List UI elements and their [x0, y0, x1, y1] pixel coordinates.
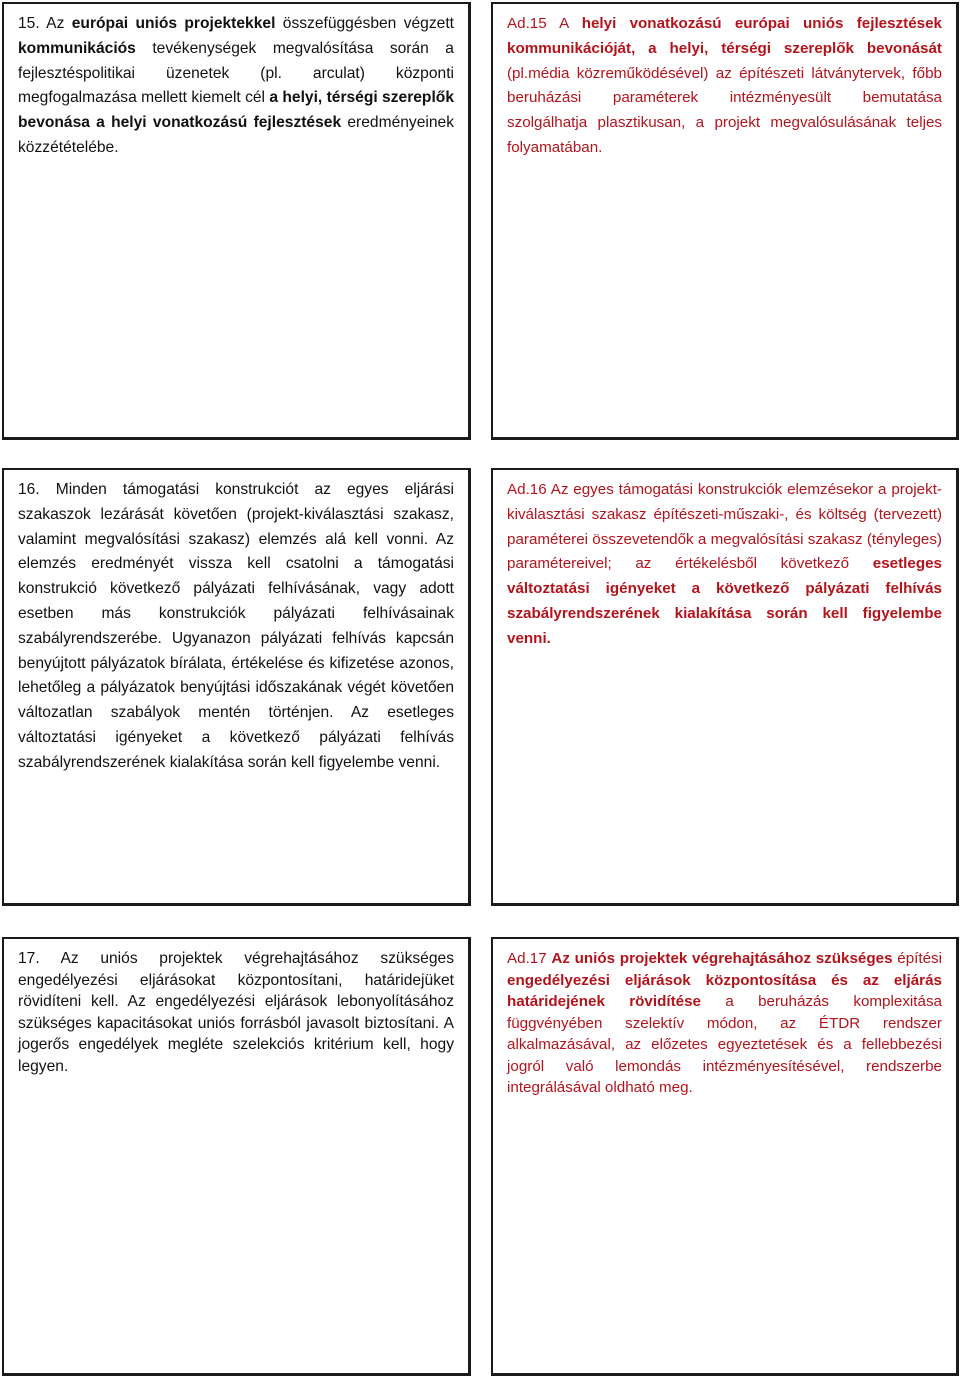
recommendation-16-box: [2, 468, 471, 906]
recommendation-15-box: [2, 2, 471, 440]
response-15-box: [491, 2, 959, 440]
recommendation-17-box: [2, 937, 471, 1376]
recommendation-17-text: 17. Az uniós projektek végrehajtásához szükséges engedélyezési eljárásokat központosítani, határidejüket rövidíteni kell. Az engedélyezési eljárások lebonyolításához szükséges kapacitásokat uniós forrásból javasolt biztosítani. A jogerős engedélyek megléte szelekciós kritérium kell, hogy legyen.: [18, 950, 454, 1075]
response-15-text: Ad.15 A helyi vonatkozású európai uniós fejlesztések kommunikációját, a helyi, térségi szereplők bevonását (pl.média közreműködésével) az építészeti látványtervek, főbb beruházási paraméterek intézményesült bemutatása szolgálhatja plasztikusan, a projekt megvalósulásának teljes folyamatában.: [507, 15, 942, 156]
response-16-box: [491, 468, 959, 906]
response-17-box: [491, 937, 959, 1376]
recommendation-15-text: 15. Az európai uniós projektekkel összefüggésben végzett kommunikációs tevékenységek megvalósítása során a fejlesztéspolitikai üzenetek (pl. arculat) központi megfogalmazása mellett kiemelt cél a helyi, térségi szereplők bevonása a helyi vonatkozású fejlesztések eredményeinek közzétételébe.: [18, 15, 454, 156]
response-17-text: Ad.17 Az uniós projektek végrehajtásához szükséges építési engedélyezési eljárások központosítása és az eljárás határidejének rövidítése a beruházás komplexitása függvényében szelektív módon, az ÉTDR rendszer alkalmazásával, az előzetes egyeztetések és a fellebbezési jogról való lemondás intézményesítésével, rendszerbe integrálásával oldható meg.: [507, 950, 942, 1096]
response-16-text: Ad.16 Az egyes támogatási konstrukciók elemzésekor a projekt-kiválasztási szakasz építészeti-műszaki-, és költség (tervezett) paraméterei összevetendők a megvalósítási szakasz (tényleges) paramétereivel; az értékelésből következő esetleges változtatási igényeket a következő pályázati felhívás szabályrendszerének kialakítása során kell figyelembe venni.: [507, 481, 942, 647]
recommendation-16-text: 16. Minden támogatási konstrukciót az egyes eljárási szakaszok lezárását követően (projekt-kiválasztási szakasz, valamint megvalósítási szakasz) elemzés alá kell vonni. Az elemzés eredményét vissza kell csatolni a támogatási konstrukció következő pályázati felhívásának, vagy adott esetben más konstrukciók pályázati felhívásainak szabályrendszerébe. Ugyanazon pályázati felhívás kapcsán benyújtott pályázatok bírálata, értékelése és kifizetése azonos, lehetőleg a pályázatok benyújtási időszakának végét követően változatlan szabályok mentén történjen. Az esetleges változtatási igényeket a következő pályázati felhívás szabályrendszerének kialakítása során kell figyelembe venni.: [18, 481, 454, 771]
